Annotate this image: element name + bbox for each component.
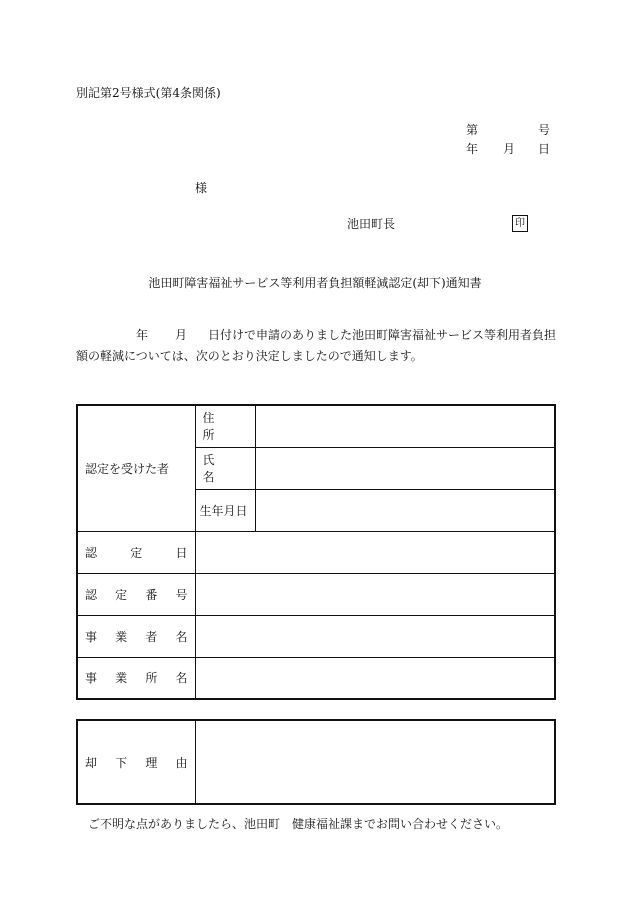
rejection-label-text: 却 下 理 由 — [85, 755, 188, 770]
footer-note: ご不明な点がありましたら、池田町 健康福祉課までお問い合わせください。 — [88, 817, 509, 831]
date-month: 月 — [503, 142, 516, 156]
operator-field[interactable] — [195, 615, 555, 657]
rejection-table — [76, 719, 556, 805]
office-label — [77, 657, 195, 699]
body-text — [76, 325, 556, 367]
recipient-label — [77, 405, 195, 531]
format-label: 別記第2号様式(第4条関係) — [76, 86, 221, 100]
body-line1: 日付けで申請のありました池田町障害福祉サービス等利用者負担 — [208, 328, 557, 342]
date-day: 日 — [538, 142, 551, 156]
cert-date-label — [77, 531, 195, 573]
issuer-name: 池田町長 — [347, 217, 396, 231]
name-label — [195, 447, 255, 489]
rejection-label — [77, 720, 195, 804]
recipient-label-text: 認定を受けた者 — [85, 461, 170, 476]
office-label-text: 事 業 所 名 — [85, 671, 188, 686]
office-field[interactable] — [195, 657, 555, 699]
body-line2: 額の軽減については、次のとおり決定しましたので通知します。 — [76, 349, 423, 363]
operator-label-text: 事 業 者 名 — [85, 629, 188, 644]
rejection-reason-field[interactable] — [195, 720, 555, 804]
info-table — [76, 404, 556, 700]
date-year: 年 — [466, 142, 479, 156]
name-field[interactable] — [255, 447, 555, 489]
birthdate-label: 生年月日 — [195, 489, 255, 531]
cert-number-label — [77, 573, 195, 615]
cert-number-label-text: 認 定 番 号 — [85, 587, 188, 602]
number-dai: 第 — [466, 123, 479, 137]
name-label-text: 氏名 — [202, 453, 231, 484]
seal-stamp: 印 — [512, 215, 528, 232]
birthdate-field[interactable] — [255, 489, 555, 531]
number-go: 号 — [538, 123, 551, 137]
addressee-suffix: 様 — [195, 181, 208, 195]
cert-date-label-text: 認 定 日 — [85, 545, 188, 560]
cert-number-field[interactable] — [195, 573, 555, 615]
operator-label — [77, 615, 195, 657]
body-month: 月 — [175, 328, 188, 342]
cert-date-field[interactable] — [195, 531, 555, 573]
body-year: 年 — [136, 328, 149, 342]
address-label — [195, 405, 255, 447]
address-field[interactable] — [255, 405, 555, 447]
document-title: 池田町障害福祉サービス等利用者負担額軽減認定(却下)通知書 — [148, 276, 482, 290]
address-label-text: 住所 — [202, 411, 231, 443]
